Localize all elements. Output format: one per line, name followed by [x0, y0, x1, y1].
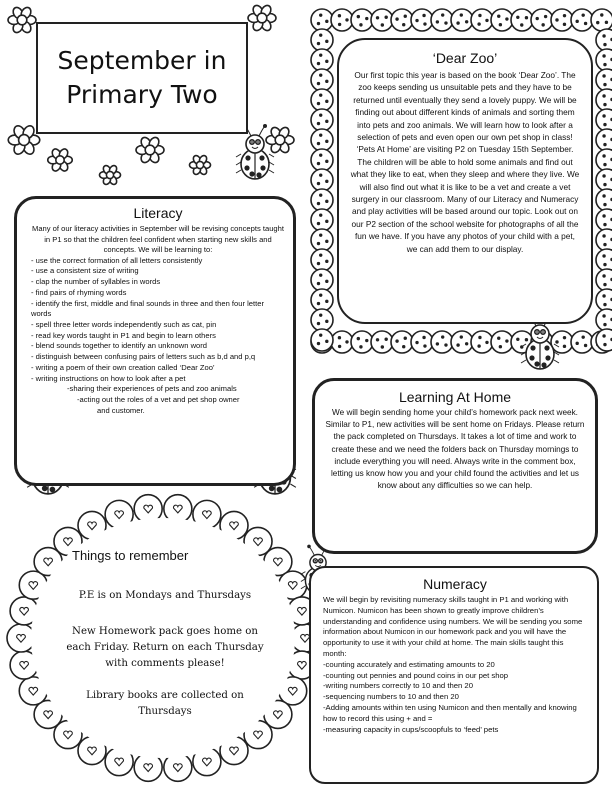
- list-item: - spell three letter words independently such as cat, pin: [31, 320, 217, 329]
- list-item: - read key words taught in P1 and begin to learn others: [31, 330, 216, 340]
- flower-icon: [136, 136, 164, 165]
- list-item: - distinguish between confusing pairs of letters such as b,d and p,q: [31, 352, 256, 362]
- list-item: -acting out the roles of a vet and pet shop owner: [77, 394, 240, 404]
- numeracy-item: -measuring capacity in cups/scoopfuls to ‘feed’ pets: [323, 724, 499, 734]
- literacy-intro: Many of our literacy activities in September will be revising concepts taught in P1 so that the children feel confident when starting new skills and concepts. We will be learning to:: [32, 224, 284, 255]
- flower-icon: [248, 4, 276, 33]
- list-item: - use a consistent size of writing: [31, 266, 139, 276]
- list-item: - identify the first, middle and final sounds in three and then four letter words: [31, 298, 265, 319]
- list-item: - find pairs of rhyming words: [31, 287, 127, 297]
- numeracy-section: [309, 566, 599, 784]
- dear-zoo-heading: ‘Dear Zoo’: [432, 50, 498, 66]
- dear-zoo-body: Our first topic this year is based on the book ‘Dear Zoo’. The zoo keeps sending us unsuitable pets and they have to be returned until eventually they send a lovely puppy. We will be finding out about different kinds of animals and sorting them into pets and zoo animals. We will learn how to look after a selection of pets and even open our own pet shop in class! ‘Pets At Home’ are visiting P2 on Tuesday 15th September. The children will be able to hold some animals and find out what they like to eat, when they sleep and where they live. We will also find out what it is like to be a vet and create a vet surgery in our classroom. Many of our Literacy and Numeracy and play activities will be based around our topic. Look out on our P2 section of the school website for photographs of all the fun we have. If you have any photos of your child with a pet, we can add them to our display.: [350, 70, 580, 254]
- flower-icon: [100, 164, 121, 185]
- numeracy-item: -writing numbers correctly to 10 and then 20: [323, 681, 473, 691]
- list-item: - use the correct formation of all letters consistently: [31, 255, 203, 265]
- flower-icon: [48, 147, 73, 172]
- list-item: and customer.: [97, 405, 145, 415]
- reminder-pe: P.E is on Mondays and Thursdays: [78, 590, 252, 601]
- numeracy-item: -counting accurately and estimating amounts to 20: [323, 659, 495, 669]
- reminder-library: Library books are collected on Thursdays: [86, 690, 244, 717]
- numeracy-intro: We will begin by revisiting numeracy skills taught in P1 and working with Numicon. Numicon has been shown to greatly improve children’s understanding and confidence using numbers. We will be sending you some information about Numicon in our homework pack and you will have the opportunity to use it with your child at home. The main skills taught this month:: [323, 595, 583, 658]
- numeracy-item: -Adding amounts within ten using Numicon and then mentally and knowing how to record this using + and =: [323, 702, 577, 723]
- list-item: - clap the number of syllables in words: [31, 277, 161, 287]
- learning-at-home-heading: Learning At Home: [398, 389, 512, 405]
- list-item: -sharing their experiences of pets and zoo animals: [67, 384, 237, 394]
- numeracy-item: -sequencing numbers to 10 and then 20: [323, 692, 459, 702]
- dear-zoo-section: [337, 38, 593, 324]
- things-to-remember-heading: Things to remember: [72, 548, 189, 563]
- list-item: - blend sounds together to identify an unknown word: [31, 341, 208, 351]
- numeracy-heading: Numeracy: [423, 576, 487, 592]
- literacy-section: [14, 196, 296, 486]
- reminder-homework: New Homework pack goes home on each Friday. Return on each Thursday with comments please!: [66, 626, 264, 669]
- flower-icon: [190, 154, 211, 175]
- list-item: - writing a poem of their own creation called ‘Dear Zoo’: [31, 362, 215, 372]
- numeracy-item: -counting out pennies and pound coins in our pet shop: [323, 670, 509, 680]
- newsletter-title-box: [36, 22, 248, 134]
- literacy-heading: Literacy: [133, 205, 183, 221]
- newsletter-title: September in Primary Two: [57, 46, 227, 109]
- flower-icon: [266, 126, 294, 155]
- literacy-list: [31, 256, 285, 417]
- learning-at-home-body: We will begin sending home your child’s homework pack next week. Similar to P1, new activities will be sent home on Fridays. Please return the pack completed on Thursdays. It takes a lot of time and work to create these and we need the folders back on Thursday mornings to include everything you will need. Always write in the comment box, letting us know how you and your child found the activities and let us know about any difficulties so we can help.: [325, 408, 585, 491]
- learning-at-home-section: [312, 378, 598, 554]
- list-item: - writing instructions on how to look after a pet: [31, 373, 186, 383]
- flower-icon: [8, 6, 36, 35]
